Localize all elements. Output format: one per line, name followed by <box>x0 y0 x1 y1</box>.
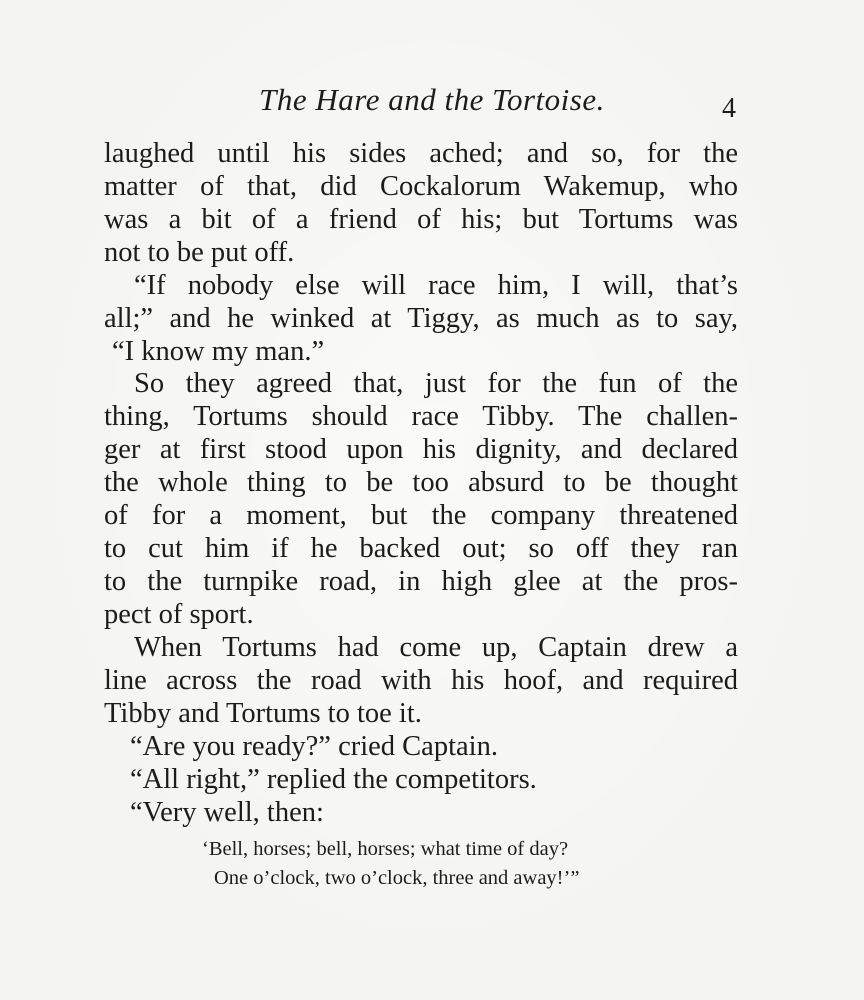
body-text-line: “Very well, then: <box>130 797 324 828</box>
body-text-line: line across the road with his hoof, and required <box>104 665 738 696</box>
body-text-line: matter of that, did Cockalorum Wakemup, who <box>104 171 738 202</box>
verse-line: ‘Bell, horses; bell, horses; what time of day? <box>202 838 569 860</box>
verse-line: One o’clock, two o’clock, three and away!’” <box>214 867 580 889</box>
body-text-line: “All right,” replied the competitors. <box>130 764 537 795</box>
body-text-line: “Are you ready?” cried Captain. <box>130 731 498 762</box>
body-text-line: to cut him if he backed out; so off they ran <box>104 533 738 564</box>
body-text-line: pect of sport. <box>104 599 254 630</box>
running-header-title: The Hare and the Tortoise. <box>259 82 605 117</box>
body-text-line: not to be put off. <box>104 237 295 268</box>
body-text-line: thing, Tortums should race Tibby. The challen- <box>104 401 738 432</box>
body-text-line: “If nobody else will race him, I will, that’s <box>134 270 738 301</box>
body-text-line: “I know my man.” <box>112 336 325 367</box>
body-text-line: of for a moment, but the company threatened <box>104 500 738 531</box>
body-text-line: to the turnpike road, in high glee at the pros- <box>104 566 738 597</box>
body-text-line: the whole thing to be too absurd to be thought <box>104 467 738 498</box>
body-text-line: all;” and he winked at Tiggy, as much as to say, <box>104 303 738 334</box>
body-text-line: laughed until his sides ached; and so, for the <box>104 138 738 169</box>
page-number: 4 <box>722 93 736 124</box>
body-text-line: When Tortums had come up, Captain drew a <box>134 632 738 663</box>
body-text-line: was a bit of a friend of his; but Tortums was <box>104 204 738 235</box>
body-text-line: So they agreed that, just for the fun of the <box>134 368 738 399</box>
body-text-line: Tibby and Tortums to toe it. <box>104 698 422 729</box>
body-text-line: ger at first stood upon his dignity, and declared <box>104 434 738 465</box>
